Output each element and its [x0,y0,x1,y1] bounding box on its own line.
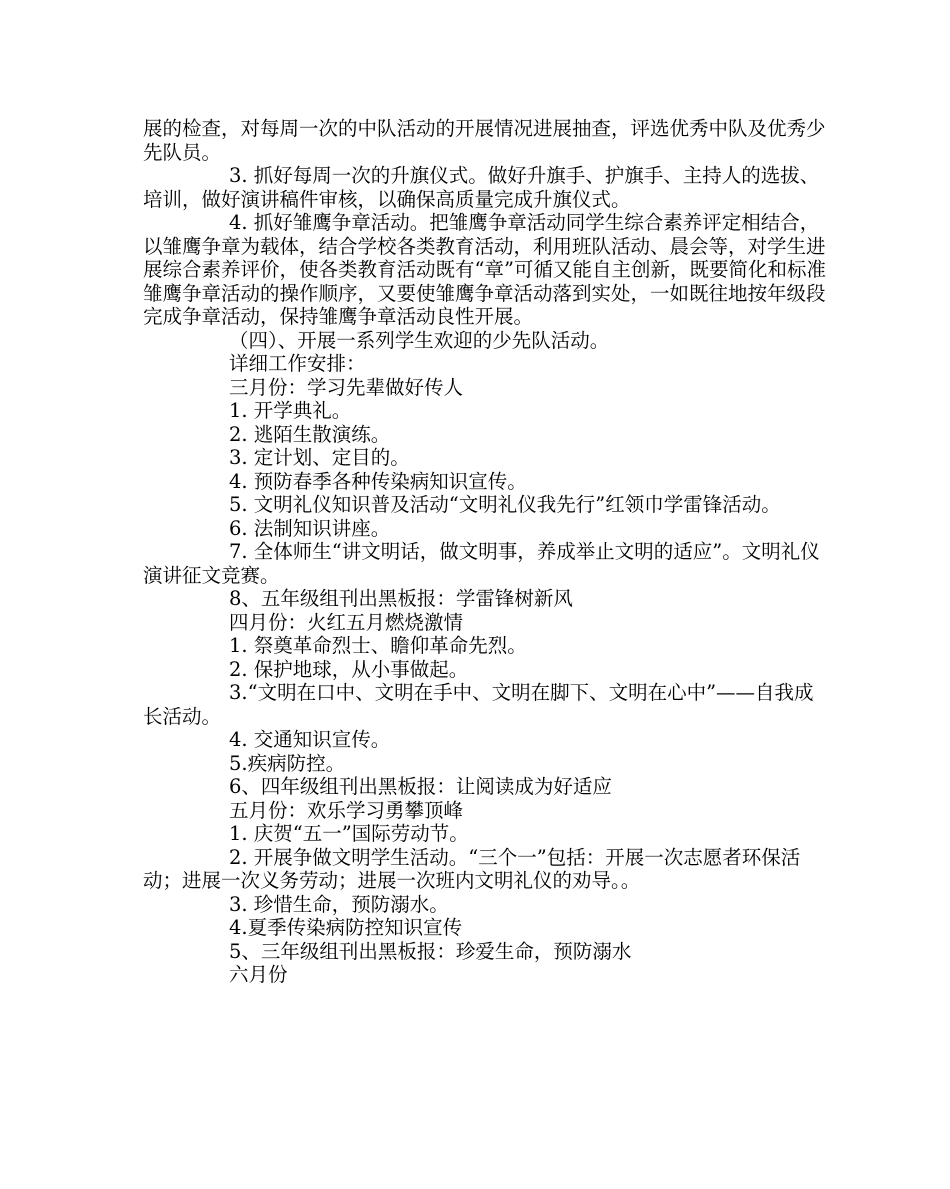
section-heading-activities: （四）、开展一系列学生欢迎的少先队活动。 [229,328,610,352]
list-item: 6、四年级组刊出黑板报：让阅读成为好适应 [229,775,612,798]
list-item: 4.夏季传染病防控知识宣传 [229,916,463,939]
month-heading-april: 四月份：火红五月燃烧激情 [229,610,464,634]
paragraph-flag-ceremony: 3. 抓好每周一次的升旗仪式。做好升旗手、护旗手、主持人的选拔、培训，做好演讲稿件审核，以确保高质量完成升旗仪式。 [143,164,820,211]
list-item: 3.“文明在口中、文明在手中、文明在脚下、文明在心中”——自我成长活动。 [143,681,814,728]
list-item: 5.疾病防控。 [229,751,346,775]
list-item: 2. 逃陌生散演练。 [229,422,391,446]
list-item: 1. 开学典礼。 [229,399,352,422]
list-item: 1. 祭奠革命烈士、瞻仰革命先烈。 [229,634,527,657]
document-body [143,117,833,987]
list-item: 4. 预防春季各种传染病知识宣传。 [229,469,527,493]
paragraph-eagle-badge: 4. 抓好雏鹰争章活动。把雏鹰争章活动同学生综合素养评定相结合，以雏鹰争章为载体，结合学校各类教育活动，利用班队活动、晨会等，对学生进展综合素养评价，使各类教育活动既有“章”可循又能自主创新，既要简化和标准雏鹰争章活动的操作顺序，又要使雏鹰争章活动落到实处，一如既往地按年级段完成争章活动，保持雏鹰争章活动良性开展。 [143,211,826,328]
month-heading-march: 三月份：学习先辈做好传人 [229,375,464,399]
list-item: 4. 交通知识宣传。 [229,728,391,751]
list-item: 7. 全体师生“讲文明话，做文明事，养成举止文明的适应”。文明礼仪演讲征文竞赛。 [143,540,820,587]
list-item: 5. 文明礼仪知识普及活动“文明礼仪我先行”红领巾学雷锋活动。 [229,493,781,516]
paragraph-inspection: 展的检查，对每周一次的中队活动的开展情况进展抽查，评选优秀中队及优秀少先队员。 [143,117,826,164]
month-heading-june: 六月份 [229,963,288,986]
list-item: 6. 法制知识讲座。 [229,516,391,540]
list-item: 3. 珍惜生命，预防溺水。 [229,892,449,916]
list-item: 3. 定计划、定目的。 [229,446,410,469]
list-item: 2. 开展争做文明学生活动。“三个一”包括：开展一次志愿者环保活动；进展一次义务劳动；进展一次班内文明礼仪的劝导。。 [143,845,801,892]
list-item: 8、五年级组刊出黑板报：学雷锋树新风 [229,587,573,610]
list-item: 1. 庆贺“五一”国际劳动节。 [229,822,469,845]
list-item: 5、三年级组刊出黑板报：珍爱生命，预防溺水 [229,939,632,963]
schedule-heading: 详细工作安排： [229,352,366,375]
list-item: 2. 保护地球，从小事做起。 [229,657,469,681]
month-heading-may: 五月份：欢乐学习勇攀顶峰 [229,798,464,822]
